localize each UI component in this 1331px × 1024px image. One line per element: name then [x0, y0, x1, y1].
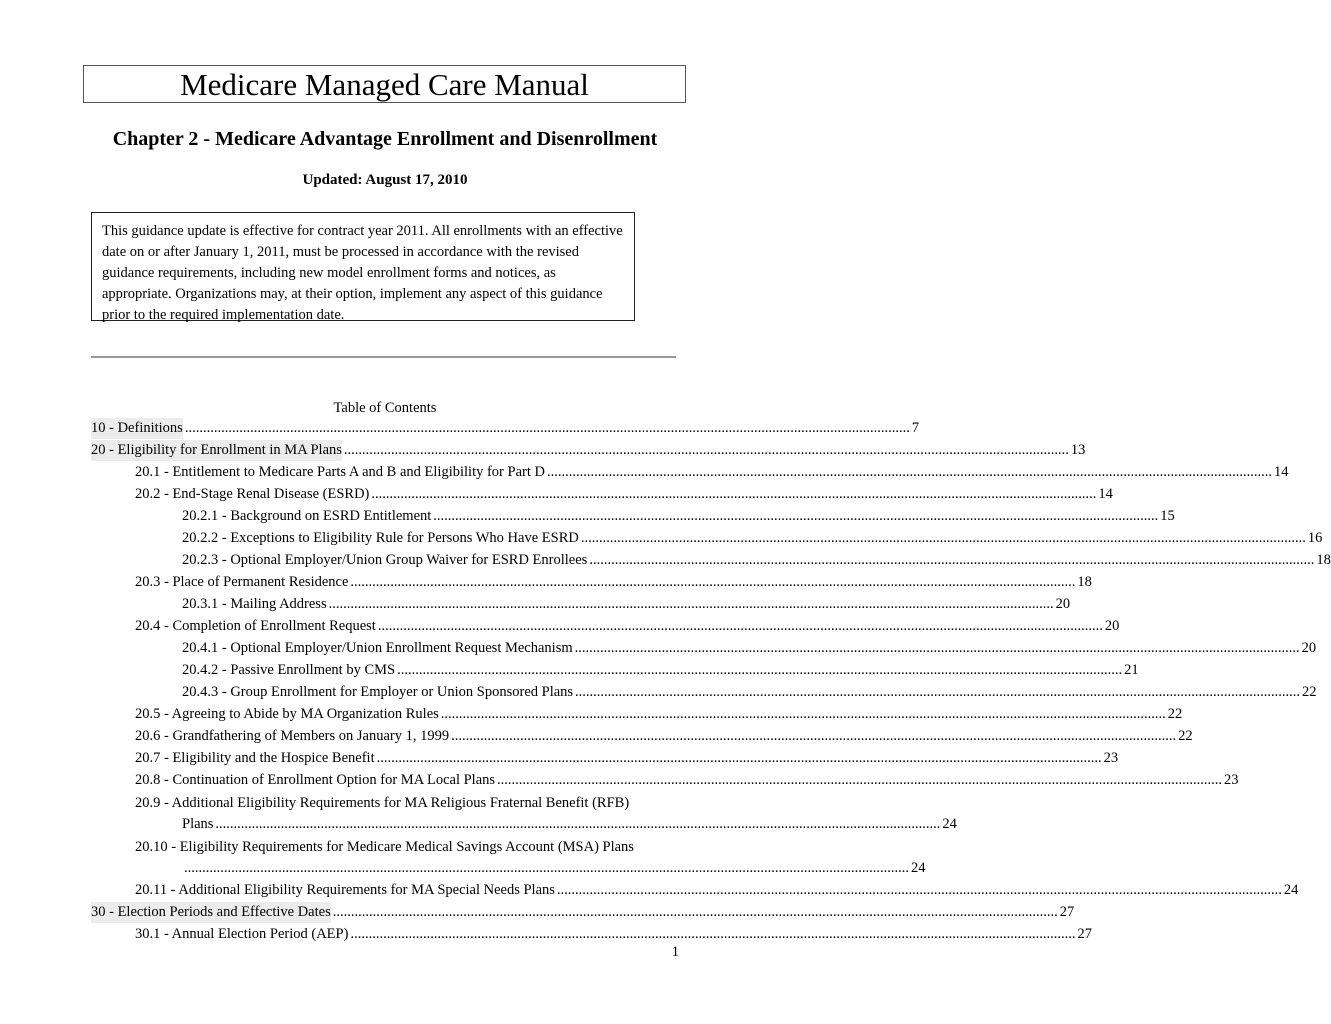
toc-entry[interactable]: 20.5 - Agreeing to Abide by MA Organization Rules ........................................................................................................................................................................................................ 22 [135, 704, 631, 725]
toc-label: 30.1 - Annual Election Period (AEP) [135, 926, 349, 942]
toc-label: 10 - Definitions [91, 418, 183, 439]
guidance-notice: This guidance update is effective for contract year 2011. All enrollments with an effective date on or after January 1, 2011, must be processed in accordance with the revised guidance requirements, including new model enrollment forms and notices, as appropriate. Organizations may, at their option, implement any aspect of this guidance prior to the required implementation date. [91, 212, 635, 321]
toc-label: 20.4 - Completion of Enrollment Request [135, 618, 376, 634]
toc-entry[interactable]: 20 - Eligibility for Enrollment in MA Plans ........................................................................................................................................................................................................ 13 [91, 440, 631, 461]
toc-page: 27 [1059, 904, 1075, 920]
toc-label: Plans [182, 816, 214, 832]
toc-label: 20.8 - Continuation of Enrollment Option for MA Local Plans [135, 772, 496, 788]
toc-label: 20.10 - Eligibility Requirements for Medicare Medical Savings Account (MSA) Plans [135, 839, 634, 855]
toc-entry[interactable]: 20.3 - Place of Permanent Residence ........................................................................................................................................................................................................ 18 [135, 572, 631, 593]
toc-page: 22 [1167, 706, 1183, 722]
toc-entry[interactable]: 20.2 - End-Stage Renal Disease (ESRD) ........................................................................................................................................................................................................ 14 [135, 484, 631, 505]
toc-entry[interactable]: 20.7 - Eligibility and the Hospice Benefit ........................................................................................................................................................................................................ 23 [135, 748, 631, 769]
toc-page: 21 [1124, 662, 1139, 678]
toc-entry[interactable]: 20.3.1 - Mailing Address ........................................................................................................................................................................................................ 20 [182, 594, 631, 615]
toc-page: 20 [1104, 618, 1120, 634]
toc-page: 24 [911, 860, 926, 876]
toc-label: 20.2.2 - Exceptions to Eligibility Rule for Persons Who Have ESRD [182, 530, 579, 546]
toc-entry[interactable]: 20.8 - Continuation of Enrollment Option for MA Local Plans ........................................................................................................................................................................................................ 23 [135, 770, 631, 791]
toc-label: 20.5 - Agreeing to Abide by MA Organization Rules [135, 706, 439, 722]
toc-page: 23 [1224, 772, 1239, 788]
section-divider [91, 356, 676, 358]
toc-entry[interactable]: 20.11 - Additional Eligibility Requirements for MA Special Needs Plans ........................................................................................................................................................................................................ 24 [135, 880, 631, 901]
manual-title: Medicare Managed Care Manual [83, 65, 686, 103]
toc-entry-continuation[interactable]: Plans ........................................................................................................................................................................................................ 24 [182, 814, 631, 835]
toc-label: 20 - Eligibility for Enrollment in MA Plans [91, 440, 342, 461]
toc-entry[interactable]: 20.4.2 - Passive Enrollment by CMS ........................................................................................................................................................................................................ 21 [182, 660, 631, 681]
toc-label: 20.4.1 - Optional Employer/Union Enrollment Request Mechanism [182, 640, 573, 656]
toc-entry[interactable]: 20.2.3 - Optional Employer/Union Group Waiver for ESRD Enrollees ........................................................................................................................................................................................................ 18 [182, 550, 631, 571]
toc-page: 7 [911, 420, 920, 436]
toc-label: 20.2 - End-Stage Renal Disease (ESRD) [135, 486, 370, 502]
toc-page: 20 [1301, 640, 1317, 656]
toc-entry[interactable]: 20.2.1 - Background on ESRD Entitlement ........................................................................................................................................................................................................ 15 [182, 506, 631, 527]
toc-label: 20.7 - Eligibility and the Hospice Benefit [135, 750, 375, 766]
toc-entry[interactable]: 30 - Election Periods and Effective Dates ........................................................................................................................................................................................................ 27 [91, 902, 631, 923]
toc-page: 14 [1098, 486, 1113, 502]
updated-date: Updated: August 17, 2010 [302, 172, 468, 188]
toc-label: 20.4.2 - Passive Enrollment by CMS [182, 662, 396, 678]
toc-page: 16 [1307, 530, 1323, 546]
toc-page: 18 [1077, 574, 1092, 590]
toc-entry[interactable]: 30.1 - Annual Election Period (AEP) ........................................................................................................................................................................................................ 27 [135, 924, 631, 945]
toc-page: 24 [1283, 882, 1299, 898]
toc-page: 15 [1160, 508, 1175, 524]
toc-page: 14 [1273, 464, 1289, 480]
toc-page: 18 [1316, 552, 1331, 568]
toc-entry[interactable]: 20.4.3 - Group Enrollment for Employer or Union Sponsored Plans ........................................................................................................................................................................................................ 22 [182, 682, 631, 703]
toc-page: 20 [1055, 596, 1071, 612]
toc-label: 30 - Election Periods and Effective Dates [91, 902, 331, 923]
toc-entry[interactable]: 20.1 - Entitlement to Medicare Parts A and B and Eligibility for Part D ........................................................................................................................................................................................................ 14 [135, 462, 631, 483]
toc-page: 27 [1077, 926, 1092, 942]
toc-label: 20.9 - Additional Eligibility Requirements for MA Religious Fraternal Benefit (RFB) [135, 795, 630, 811]
toc-page: 22 [1302, 684, 1317, 700]
chapter-title: Chapter 2 - Medicare Advantage Enrollment and Disenrollment [112, 128, 658, 150]
toc-label: 20.11 - Additional Eligibility Requirements for MA Special Needs Plans [135, 882, 555, 898]
toc-label: 20.2.1 - Background on ESRD Entitlement [182, 508, 432, 524]
page-number: 1 [671, 944, 679, 960]
toc-label: 20.3 - Place of Permanent Residence [135, 574, 349, 590]
toc-page: 24 [942, 816, 957, 832]
toc-page: 22 [1178, 728, 1193, 744]
toc-entry[interactable]: 20.2.2 - Exceptions to Eligibility Rule for Persons Who Have ESRD ........................................................................................................................................................................................................ 16 [182, 528, 631, 549]
toc-label: 20.4.3 - Group Enrollment for Employer or Union Sponsored Plans [182, 684, 574, 700]
toc-entry[interactable]: 20.4 - Completion of Enrollment Request ........................................................................................................................................................................................................ 20 [135, 616, 631, 637]
toc-page: 23 [1103, 750, 1119, 766]
toc-page: 13 [1070, 442, 1086, 458]
toc-entry[interactable]: 20.6 - Grandfathering of Members on January 1, 1999 ........................................................................................................................................................................................................ 22 [135, 726, 631, 747]
toc-entry-continuation[interactable]: ........................................................................................................................................................................................................ 24 [182, 858, 631, 879]
toc-label: 20.6 - Grandfathering of Members on January 1, 1999 [135, 728, 450, 744]
toc-label: 20.2.3 - Optional Employer/Union Group Waiver for ESRD Enrollees [182, 552, 588, 568]
toc-entry[interactable]: 10 - Definitions ........................................................................................................................................................................................................ 7 [91, 418, 631, 439]
toc-entry[interactable] [135, 836, 634, 858]
toc-entry[interactable] [135, 792, 631, 814]
toc-entry[interactable]: 20.4.1 - Optional Employer/Union Enrollment Request Mechanism ........................................................................................................................................................................................................ 20 [182, 638, 631, 659]
toc-heading: Table of Contents [333, 400, 437, 416]
toc-label: 20.3.1 - Mailing Address [182, 596, 327, 612]
toc-label: 20.1 - Entitlement to Medicare Parts A and B and Eligibility for Part D [135, 464, 545, 480]
